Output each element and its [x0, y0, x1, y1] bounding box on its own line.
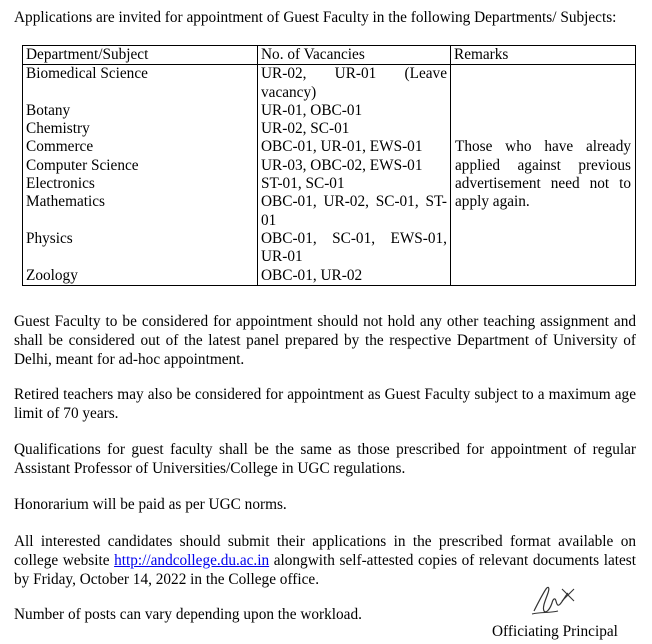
- dept-vacancies: OBC-01, UR-02: [258, 267, 451, 286]
- intro-text: Applications are invited for appointment of Guest Faculty in the following Departments/ Subjects:: [14, 9, 617, 26]
- dept-vacancies: OBC-01, SC-01, EWS-01, UR-01: [258, 230, 451, 267]
- dept-vacancies: UR-02, UR-01 (Leave vacancy): [258, 65, 451, 102]
- remarks-text: Those who have already applied against previous advertisement need not to apply again.: [451, 65, 636, 286]
- college-website-link[interactable]: http://andcollege.du.ac.in: [114, 552, 270, 569]
- dept-vacancies: UR-02, SC-01: [258, 120, 451, 138]
- dept-name: Commerce: [23, 138, 258, 156]
- officiating-principal: Officiating Principal: [492, 623, 618, 640]
- header-remarks: Remarks: [451, 46, 636, 65]
- dept-vacancies: ST-01, SC-01: [258, 175, 451, 193]
- header-department: Department/Subject: [23, 46, 258, 65]
- dept-name: Electronics: [23, 175, 258, 193]
- dept-name: Physics: [23, 230, 258, 267]
- dept-name: Mathematics: [23, 193, 258, 230]
- table-header-row: [23, 46, 636, 65]
- dept-vacancies: UR-01, OBC-01: [258, 102, 451, 120]
- dept-vacancies: UR-03, OBC-02, EWS-01: [258, 157, 451, 175]
- header-vacancies: No. of Vacancies: [258, 46, 451, 65]
- paragraph-posts-vary: Number of posts can vary depending upon the workload.: [14, 606, 362, 623]
- submission-text-before: All interested candidates should submit their applications in the prescribed format available on college website: [14, 533, 636, 569]
- dept-name: Zoology: [23, 267, 258, 286]
- submission-text-after: alongwith self-attested copies of relevant documents latest by Friday, October 14, 2022 in the College office.: [14, 552, 636, 588]
- table-row: [23, 65, 636, 102]
- signature-scribble: [528, 583, 578, 617]
- paragraph-guest-faculty-panel: Guest Faculty to be considered for appointment should not hold any other teaching assignment and shall be considered out of the latest panel prepared by the respective Department of University of Delhi, meant for ad-hoc appointment.: [14, 313, 636, 368]
- paragraph-retired-teachers: Retired teachers may also be considered for appointment as Guest Faculty subject to a maximum age limit of 70 years.: [14, 386, 636, 422]
- paragraph-honorarium: Honorarium will be paid as per UGC norms.: [14, 496, 287, 513]
- paragraph-submission: [14, 532, 636, 589]
- dept-name: Biomedical Science: [23, 65, 258, 102]
- dept-vacancies: OBC-01, UR-01, EWS-01: [258, 138, 451, 156]
- vacancies-table: [22, 45, 636, 286]
- dept-name: Computer Science: [23, 157, 258, 175]
- dept-name: Chemistry: [23, 120, 258, 138]
- dept-name: Botany: [23, 102, 258, 120]
- dept-vacancies: OBC-01, UR-02, SC-01, ST-01: [258, 193, 451, 230]
- paragraph-qualifications: Qualifications for guest faculty shall be the same as those prescribed for appointment of regular Assistant Professor of Universities/College in UGC regulations.: [14, 441, 636, 477]
